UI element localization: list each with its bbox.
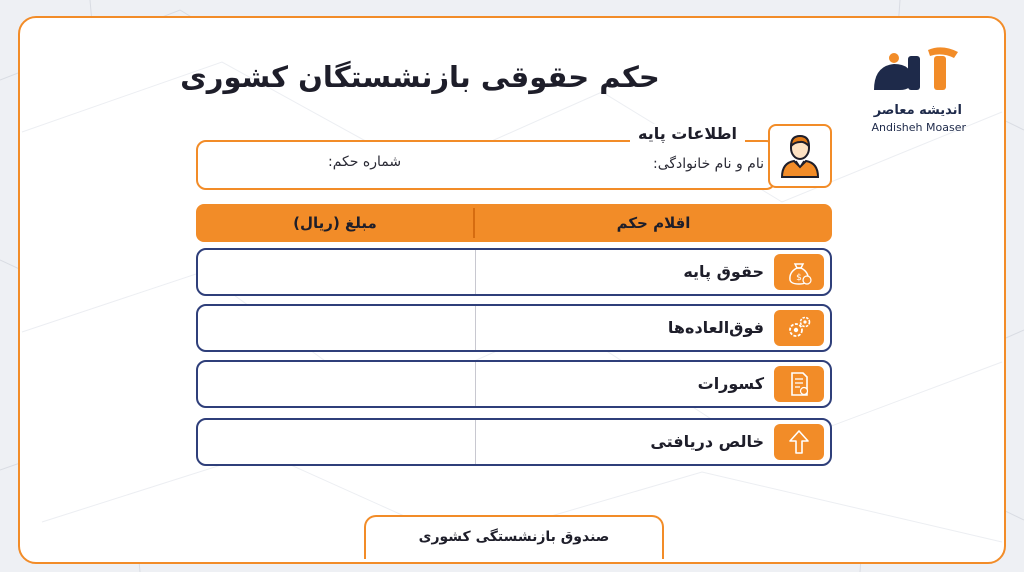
table-header (196, 204, 832, 242)
header-amount: مبلغ (ریال) (293, 214, 377, 232)
table-row (196, 418, 832, 466)
logo-text-en: Andisheh Moaser (871, 121, 966, 134)
row-label: کسورات (697, 374, 764, 393)
name-label: نام و نام خانوادگی: (653, 156, 764, 172)
row-label: حقوق پایه (683, 262, 764, 281)
table-row (196, 304, 832, 352)
page-title: حکم حقوقی بازنشستگان کشوری (180, 60, 660, 94)
amount-cell[interactable] (198, 306, 475, 350)
table-row (196, 360, 832, 408)
row-divider (475, 420, 476, 464)
basic-info-box (196, 140, 776, 190)
amount-cell[interactable] (198, 250, 475, 294)
row-divider (475, 362, 476, 406)
avatar (768, 124, 832, 188)
footer-label: صندوق بازنشستگی کشوری (364, 515, 664, 559)
logo-text-fa: اندیشه معاصر (873, 103, 962, 118)
arrow-up-icon (785, 428, 813, 456)
logo-mark (870, 46, 966, 102)
logo (864, 46, 974, 146)
row-divider (475, 250, 476, 294)
main-card (18, 16, 1006, 564)
gears-icon (785, 314, 813, 342)
user-icon (778, 133, 822, 179)
document-icon (785, 370, 813, 398)
row-label: فوق‌العاده‌ها (667, 318, 764, 337)
amount-cell[interactable] (198, 362, 475, 406)
svg-text:$: $ (796, 273, 802, 283)
row-label: خالص دریافتی (650, 432, 764, 451)
header-items: اقلام حکم (616, 214, 691, 232)
amount-cell[interactable] (198, 420, 475, 464)
number-label: شماره حکم: (328, 154, 402, 170)
row-divider (475, 306, 476, 350)
basic-info-title: اطلاعات پایه (630, 124, 745, 143)
table-row (196, 248, 832, 296)
money-bag-icon (785, 258, 813, 286)
